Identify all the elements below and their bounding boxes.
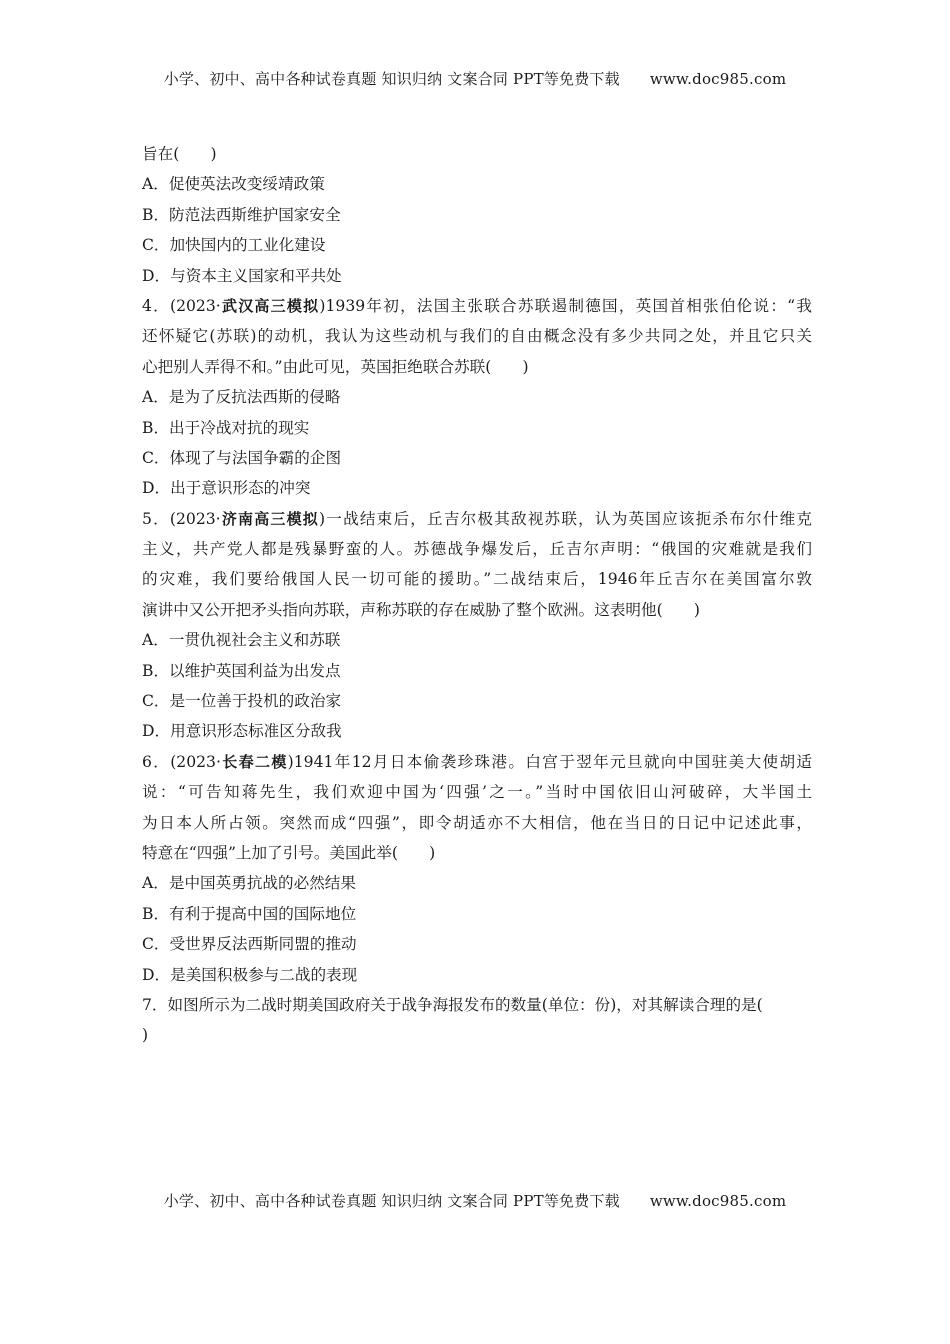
footer-banner: 小学、初中、高中各种试卷真题 知识归纳 文案合同 PPT等免费下载 — [163, 1192, 620, 1210]
q4-source: 武汉高三模拟 — [220, 296, 320, 315]
q7-stem-line-1: 7．如图所示为二战时期美国政府关于战争海报发布的数量(单位：份)，对其解读合理的是( — [142, 995, 763, 1014]
q5-source-close: ) — [319, 509, 326, 528]
q6-option-a: A．是中国英勇抗战的必然结果 — [142, 874, 356, 893]
q6-option-d: D．是美国积极参与二战的表现 — [142, 965, 358, 984]
q4-stem-line-3: 心把别人弄得不和。”由此可见，英国拒绝联合苏联( ) — [142, 357, 529, 376]
q4-option-a: A．是为了反抗法西斯的侵略 — [142, 388, 341, 407]
q6-option-b: B．有利于提高中国的国际地位 — [142, 904, 357, 923]
q4-source-close: ) — [319, 296, 326, 315]
q5-stem-line-1 — [142, 504, 812, 534]
q5-option-c: C．是一位善于投机的政治家 — [142, 692, 342, 711]
q5-option-b: B．以维护英国利益为出发点 — [142, 661, 341, 680]
q6-number: 6．(2023· — [142, 752, 221, 771]
header-banner: 小学、初中、高中各种试卷真题 知识归纳 文案合同 PPT等免费下载 — [163, 70, 620, 88]
q5-number: 5．(2023· — [142, 509, 221, 528]
q4-stem-text-1: 1939年初，法国主张联合苏联遏制德国，英国首相张伯伦说：“我 — [325, 296, 812, 315]
page-footer — [0, 1190, 950, 1211]
q3-option-c: C．加快国内的工业化建设 — [142, 236, 326, 255]
footer-site-link[interactable]: www.doc985.com — [649, 1192, 787, 1210]
page-header — [0, 68, 950, 89]
q5-source: 济南高三模拟 — [220, 509, 320, 528]
q5-stem-line-4: 演讲中又公开把矛头指向苏联，声称苏联的存在威胁了整个欧洲。这表明他( ) — [142, 600, 700, 619]
q6-stem-line-4: 特意在“四强”上加了引号。美国此举( ) — [142, 843, 436, 862]
q7-stem-line-2: ) — [142, 1026, 149, 1045]
q5-option-a: A．一贯仇视社会主义和苏联 — [142, 631, 341, 650]
q4-stem-line-1 — [142, 291, 812, 321]
q4-option-b: B．出于冷战对抗的现实 — [142, 418, 310, 437]
header-site-link[interactable]: www.doc985.com — [649, 70, 787, 88]
q4-number: 4．(2023· — [142, 296, 221, 315]
q5-option-d: D．用意识形态标准区分敌我 — [142, 722, 342, 741]
q5-stem-text-1: 一战结束后，丘吉尔极其敌视苏联，认为英国应该扼杀布尔什维克 — [325, 509, 812, 528]
q4-option-c: C．体现了与法国争霸的企图 — [142, 448, 342, 467]
q6-stem-line-1 — [142, 747, 812, 777]
q6-source-close: ) — [287, 752, 294, 771]
q3-option-b: B．防范法西斯维护国家安全 — [142, 205, 341, 224]
q4-option-d: D．出于意识形态的冲突 — [142, 479, 311, 498]
q4-stem-line-2: 还怀疑它(苏联)的动机，我认为这些动机与我们的自由概念没有多少共同之处，并且它只关 — [142, 327, 812, 346]
q3-stem-tail: 旨在( ) — [142, 145, 217, 163]
q6-source: 长春二模 — [220, 752, 288, 771]
q5-stem-line-2: 主义，共产党人都是残暴野蛮的人。苏德战争爆发后，丘吉尔声明：“俄国的灾难就是我们 — [142, 540, 812, 559]
question-content — [142, 139, 812, 1051]
q6-stem-text-1: 1941年12月日本偷袭珍珠港。白宫于翌年元旦就向中国驻美大使胡适 — [293, 752, 812, 771]
q5-stem-line-3: 的灾难，我们要给俄国人民一切可能的援助。”二战结束后，1946年丘吉尔在美国富尔敦 — [142, 570, 812, 589]
q3-option-d: D．与资本主义国家和平共处 — [142, 266, 342, 285]
q3-option-a: A．促使英法改变绥靖政策 — [142, 175, 325, 194]
q6-stem-line-2: 说：“可告知蒋先生，我们欢迎中国为‘四强’之一。”当时中国依旧山河破碎，大半国土 — [142, 783, 812, 802]
q6-stem-line-3: 为日本人所占领。突然而成“四强”，即令胡适亦不大相信，他在当日的日记中记述此事， — [142, 813, 812, 832]
q6-option-c: C．受世界反法西斯同盟的推动 — [142, 935, 357, 954]
